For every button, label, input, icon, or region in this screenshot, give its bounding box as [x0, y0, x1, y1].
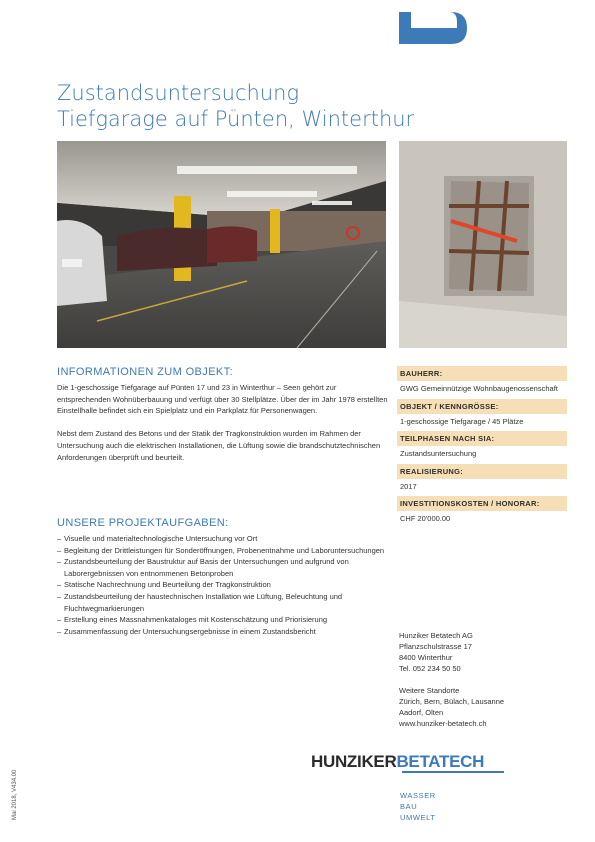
info-heading: INFORMATIONEN ZUM OBJEKT: [57, 366, 234, 378]
list-item: – Erstellung eines Massnahmenkataloges mit Kostenschätzung und Priorisierung [57, 614, 389, 626]
concrete-opening-photo [399, 141, 567, 348]
list-item: – Zustandsbeurteilung der haustechnischen Installation wie Lüftung, Beleuchtung und Fluchtwegmarkierungen [57, 591, 389, 614]
info-paragraph-1: Die 1-geschossige Tiefgarage auf Pünten 17 und 23 in Winterthur – Seen gehört zur entsprechenden Wohnüberbauung und verfügt über 30 Stellplätze. Über der im Jahr 1978 erstellten Einstellhalle befindet sich ein Spielplatz und ein Parkplatz für Personenwagen. [57, 383, 388, 416]
tagline-line-1: WASSER [400, 791, 436, 800]
tagline-line-2: BAU [400, 802, 418, 811]
fact-label-phases: TEILPHASEN NACH SIA: [397, 431, 567, 446]
tasks-list [57, 533, 389, 637]
fact-value-object: 1-geschossige Tiefgarage / 45 Plätze [400, 416, 524, 426]
fact-value-realisation: 2017 [400, 481, 417, 491]
title-line-1: Zustandsuntersuchung [57, 81, 300, 105]
info-text [57, 382, 389, 475]
brand-logo-mark [399, 12, 467, 44]
tagline-line-3: UMWELT [400, 813, 436, 822]
company-street: Pflanzschulstrasse 17 [399, 642, 472, 651]
brand-underline [402, 771, 504, 773]
list-item: – Zustandsbeurteilung der Baustruktur auf Basis der Untersuchungen und aufgrund von Laborergebnissen von entnommenen Betonproben [57, 556, 389, 579]
list-item: – Visuelle und materialtechnologische Untersuchung vor Ort [57, 533, 389, 545]
info-paragraph-2: Nebst dem Zustand des Betons und der Statik der Tragkonstruktion wurden im Rahmen der Untersuchung auch die elektrischen Installationen, die Lüftung sowie die brandschutztechnischen Anforderungen überprüft und beurteilt. [57, 429, 381, 462]
locations-line-2: Aadorf, Olten [399, 708, 444, 717]
document-date: Mai 2018, V434.00 [12, 769, 18, 820]
company-name: Hunziker Betatech AG [399, 631, 473, 640]
fact-value-phases: Zustandsuntersuchung [400, 449, 477, 458]
fact-value-costs: CHF 20'000.00 [400, 514, 451, 523]
project-facts [397, 366, 567, 529]
tasks-heading: UNSERE PROJEKTAUFGABEN: [57, 517, 229, 529]
list-item: – Statische Nachrechnung und Beurteilung der Tragkonstruktion [57, 579, 389, 591]
company-city: 8400 Winterthur [399, 653, 453, 662]
list-item: – Zusammenfassung der Untersuchungsergebnisse in einem Zustandsbericht [57, 626, 389, 638]
fact-label-realisation: REALISIERUNG: [397, 464, 567, 479]
title-line-2: Tiefgarage auf Pünten, Winterthur [57, 107, 415, 131]
company-phone: Tel. 052 234 50 50 [399, 664, 461, 673]
contact-block [399, 630, 569, 729]
fact-label-costs: INVESTITIONSKOSTEN / HONORAR: [397, 496, 567, 511]
list-item: – Begleitung der Drittleistungen für Sonderöffnungen, Probenentnahme und Laboruntersuchungen [57, 545, 389, 557]
fact-label-client: BAUHERR: [397, 366, 567, 381]
locations-label: Weitere Standorte [399, 686, 460, 695]
brand-part-2: BETATECH [396, 752, 485, 771]
brand-wordmark [311, 752, 484, 772]
fact-label-object: OBJEKT / KENNGRÖSSE: [397, 399, 567, 414]
tagline [400, 790, 436, 823]
locations-line-1: Zürich, Bern, Bülach, Lausanne [399, 697, 505, 706]
brand-part-1: HUNZIKER [311, 752, 397, 771]
page-title [57, 80, 457, 132]
company-website[interactable]: www.hunziker-betatech.ch [399, 719, 487, 728]
garage-photo [57, 141, 386, 348]
fact-value-client: GWG Gemeinnützige Wohnbaugenossenschaft [400, 384, 558, 393]
